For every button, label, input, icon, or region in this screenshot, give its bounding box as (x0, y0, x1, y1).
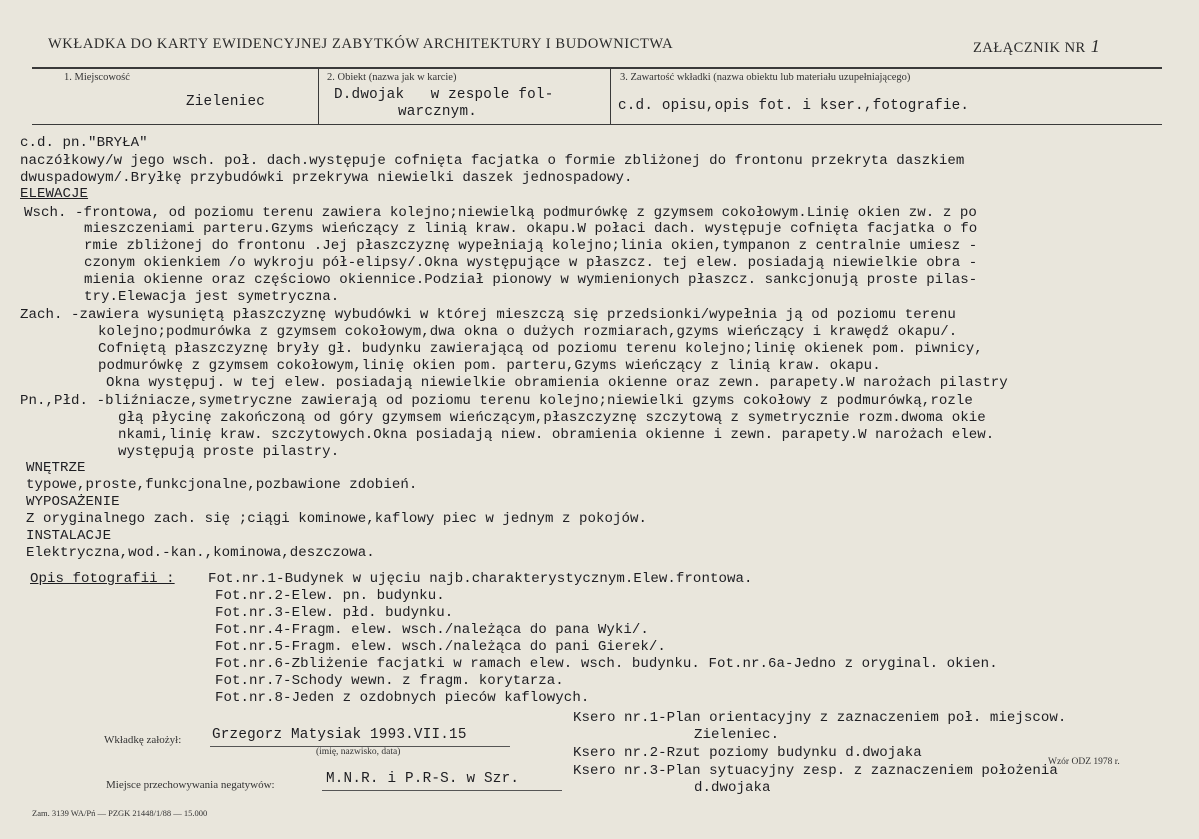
body-line: podmurówkę z gzymsem cokołowym,linię okien pom. parteru,Gzyms wieńczący z linią kraw. okapu. (98, 358, 881, 374)
ksero-item: Ksero nr.1-Plan orientacyjny z zaznaczeniem poł. miejscow. (573, 710, 1067, 726)
body-line: rmie zbliżonej do frontonu .Jej płaszczyznę wypełniają kolejno;linia okien,tympanon z centralnie umiesz - (84, 238, 978, 254)
header-rule-top (32, 67, 1162, 69)
body-line: typowe,proste,funkcjonalne,pozbawione zdobień. (26, 477, 418, 493)
body-line: Zach. -zawiera wysuniętą płaszczyznę wybudówki w której mieszczą się przedsionki/wypełnia ją od poziomu terenu (20, 307, 956, 323)
field-divider-2 (610, 67, 611, 125)
body-line: try.Elewacja jest symetryczna. (84, 289, 340, 305)
section-heading: ELEWACJE (20, 186, 89, 202)
object-value-line-1: D.dwojak w zespole fol- (334, 87, 554, 103)
section-heading: WYPOSAŻENIE (26, 494, 120, 510)
photo-item: Fot.nr.1-Budynek w ujęciu najb.charakterystycznym.Elew.frontowa. (208, 571, 753, 587)
founder-value: Grzegorz Matysiak 1993.VII.15 (212, 727, 467, 743)
ksero-item: d.dwojaka (694, 780, 771, 796)
attachment-number: 1 (1090, 36, 1101, 56)
storage-underline (322, 790, 562, 791)
ksero-item: Ksero nr.3-Plan sytuacyjny zesp. z zaznaczeniem położenia (573, 763, 1058, 779)
attachment-label-text: ZAŁĄCZNIK NR (973, 40, 1086, 56)
contents-label: 3. Zawartość wkładki (nazwa obiektu lub materiału uzupełniającego) (620, 72, 911, 83)
body-line: kolejno;podmurówka z gzymsem cokołowym,dwa okna o dużych rozmiarach,gzyms wieńczący i krawędź okapu/. (98, 324, 958, 340)
storage-label: Miejsce przechowywania negatywów: (106, 779, 275, 791)
photo-item: Fot.nr.7-Schody wewn. z fragm. korytarza. (215, 673, 564, 689)
photo-item: Fot.nr.8-Jeden z ozdobnych pieców kaflowych. (215, 690, 590, 706)
body-line: Wsch. -frontowa, od poziomu terenu zawiera kolejno;niewielką podmurówkę z gzymsem cokołowym.Linię okien zw. z po (24, 205, 977, 221)
field-divider-1 (318, 67, 319, 125)
ksero-item: Zieleniec. (694, 727, 780, 743)
photo-item: Fot.nr.6-Zbliżenie facjatki w ramach elew. wsch. budynku. Fot.nr.6a-Jedno z oryginal. okien. (215, 656, 998, 672)
body-line: Cofniętą płaszczyznę bryły gł. budynku zawierającą od poziomu terenu kolejno;linię okienek pom. piwnicy, (98, 341, 983, 357)
section-heading: INSTALACJE (26, 528, 112, 544)
body-line: Elektryczna,wod.-kan.,kominowa,deszczowa. (26, 545, 375, 561)
body-line: występują proste pilastry. (118, 444, 340, 460)
body-line: mienia okienne oraz częściowo okiennice.Podział pionowy w wymienionych płaszcz. sankcjonują proste pilas- (84, 272, 978, 288)
body-line: Pn.,Płd. -bliźniacze,symetryczne zawierają od poziomu terenu kolejno;niewielki gzyms cokołowy z podmurówką,rozle (20, 393, 973, 409)
contents-value: c.d. opisu,opis fot. i kser.,fotografie. (618, 98, 970, 114)
body-line: Okna występuj. w tej elew. posiadają niewielkie obramienia okienne oraz zewn. parapety.W narożach pilastry (106, 375, 1008, 391)
photo-item: Fot.nr.5-Fragm. elew. wsch./należąca do pani Gierek/. (215, 639, 666, 655)
attachment-label (973, 36, 1100, 57)
object-label: 2. Obiekt (nazwa jak w karcie) (327, 72, 457, 83)
founder-label: Wkładkę założył: (104, 734, 182, 746)
locality-value: Zieleniec (186, 94, 266, 110)
body-line: dwuspadowym/.Bryłkę przybudówki przekrywa niewielki daszek jednospadowy. (20, 170, 633, 186)
photo-item: Fot.nr.4-Fragm. elew. wsch./należąca do pana Wyki/. (215, 622, 649, 638)
photos-label: Opis fotografii : (30, 571, 175, 587)
body-line: Z oryginalnego zach. się ;ciągi kominowe,kaflowy piec w jednym z pokojów. (26, 511, 648, 527)
body-line: głą płycinę zakończoną od góry gzymsem wieńczącym,płaszczyznę szczytową z symetrycznie rozm.dwoma okie (118, 410, 986, 426)
pattern-note: Wzór ODZ 1978 r. (1048, 757, 1120, 767)
print-info: Zam. 3139 WA/Pń — PZGK 21448/1/88 — 15.000 (32, 808, 208, 818)
body-line: mieszczeniami parteru.Gzyms wieńczący z linią kraw. okapu.W połaci dach. występuje cofnięta facjatka o fo (84, 221, 978, 237)
section-heading: WNĘTRZE (26, 460, 86, 476)
locality-label: 1. Miejscowość (64, 72, 130, 83)
form-title: WKŁADKA DO KARTY EWIDENCYJNEJ ZABYTKÓW ARCHITEKTURY I BUDOWNICTWA (48, 36, 674, 52)
body-line: naczółkowy/w jego wsch. poł. dach.występuje cofnięta facjatka o formie zbliżonej do frontonu przekryta daszkiem (20, 153, 965, 169)
header-rule-bottom (32, 124, 1162, 125)
photo-item: Fot.nr.2-Elew. pn. budynku. (215, 588, 445, 604)
photo-item: Fot.nr.3-Elew. płd. budynku. (215, 605, 454, 621)
body-line: c.d. pn."BRYŁA" (20, 135, 148, 151)
founder-hint: (imię, nazwisko, data) (316, 747, 401, 757)
storage-value: M.N.R. i P.R-S. w Szr. (326, 771, 520, 787)
body-line: czonym okienkiem /o wykroju pół-elipsy/.Okna występujące w płaszcz. tej elew. posiadają niewielkie obra - (84, 255, 978, 271)
ksero-item: Ksero nr.2-Rzut poziomy budynku d.dwojaka (573, 745, 922, 761)
object-value-line-2: warcznym. (398, 104, 478, 120)
body-line: nkami,linię kraw. szczytowych.Okna posiadają niew. obramienia okienne i zewn. parapety.W narożach elew. (118, 427, 995, 443)
